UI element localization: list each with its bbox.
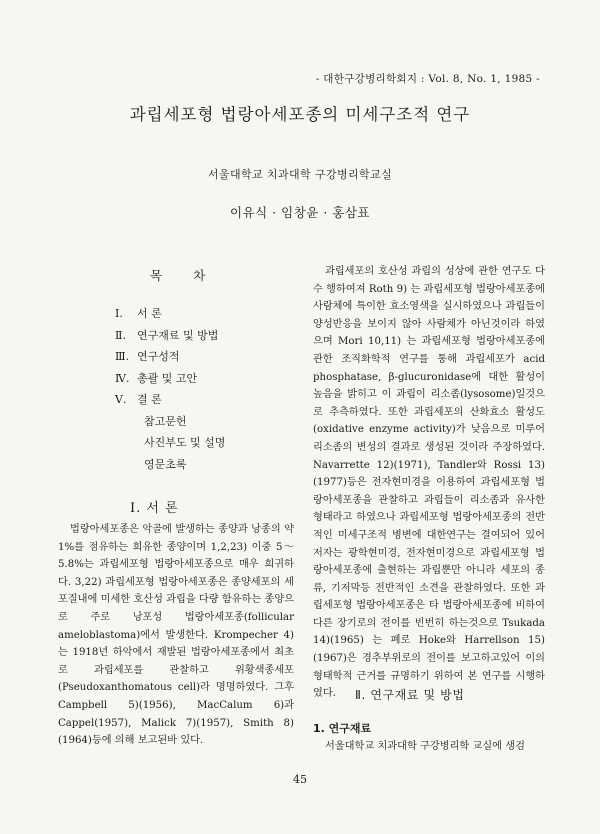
toc-item-label: 결 론 <box>137 393 162 406</box>
methods-subheading: 1. 연구재료 <box>313 722 372 735</box>
toc-item-number: Ⅳ. <box>115 371 130 385</box>
authors: 이유식 · 임창윤 · 홍삼표 <box>229 205 371 220</box>
toc-item-number: Ⅱ. <box>115 328 126 342</box>
toc-item-label: 연구성적 <box>137 350 180 363</box>
article-title: 과립세포형 법랑아세포종의 미세구조적 연구 <box>129 105 471 124</box>
methods-column <box>313 738 545 756</box>
toc-item <box>115 389 295 411</box>
toc-heading <box>150 266 208 284</box>
toc-heading-part-b: 차 <box>193 268 209 283</box>
toc-sub-item: 사진부도 및 설명 <box>144 436 226 449</box>
toc-item-label: 서 론 <box>137 307 162 320</box>
intro-heading: Ⅰ. 서 론 <box>130 501 179 516</box>
intro-column <box>58 521 294 750</box>
toc-item-number: Ⅰ. <box>115 307 123 320</box>
toc-sub-item: 영문초록 <box>144 457 187 471</box>
methods-text: 서울대학교 치과대학 구강병리학 교실에 생검 <box>325 741 525 752</box>
toc-item <box>115 303 295 325</box>
toc-item-label: 총괄 및 고안 <box>137 371 198 385</box>
toc-item <box>115 346 295 368</box>
methods-heading: Ⅱ. 연구재료 및 방법 <box>355 688 465 702</box>
toc-item-number: Ⅴ. <box>115 393 127 406</box>
toc-item <box>115 368 295 390</box>
table-of-contents <box>115 303 295 475</box>
toc-sub-item: 참고문헌 <box>144 414 187 428</box>
page-number: 45 <box>293 773 307 786</box>
toc-item <box>115 325 295 347</box>
toc-heading-part-a: 목 <box>150 268 166 283</box>
journal-header: - 대한구강병리학회지 : Vol. 8, No. 1, 1985 - <box>315 73 540 85</box>
toc-item-label: 연구재료 및 방법 <box>137 328 219 342</box>
affiliation: 서울대학교 치과대학 구강병리학교실 <box>207 168 393 181</box>
right-column <box>313 263 545 703</box>
right-paragraph: 과립세포의 호산성 과립의 성상에 관한 연구도 다수 행하여져 Roth 9) 는 과립세포형 법랑아세포종에 사람체에 특이한 효소영색을 실시하였으나 과립들이 양성반응을 보이지 않아 사람체가 아닌것이라 하였으며 Mori 10,11) 는 과립세포형 법랑아세포종에 관한 조직화학적 연구를 통해 과립세포가 acid phosphatase, β-glucuronidase에 대한 활성이 높음을 밝히고 이 과립이 리소좀(lysosome)일것으로 추측하였다. 또한 과립세포의 산화효소 활성도(oxidative enzyme activity)가 낮음으로 미루어 리소좀의 변성의 결과로 생성된 것이라 주장하였다. Navarrette 12)(1971), Tandler와 Rossi 13)(1977)등은 전자현미경을 이용하여 과립세포형 법랑아세포종을 관찰하고 과립들이 리소좀과 유사한 형태라고 하였으나 과립세포형 법랑아세포종의 전반적인 미세구조적 병변에 대한연구는 결여되어 있어 저자는 광학현미경, 전자현미경으로 과립세포형 법랑아세포종에 출현하는 과립뿐만 아니라 세포의 종류, 기저막등 전반적인 소견을 관찰하였다. 또한 과립세포형 법랑아세포종은 타 법랑아세포종에 비하여 다른 장기로의 전이를 빈번히 하는것으로 Tsukada 14)(1965) 는 폐로 Hoke와 Harrellson 15)(1967)은 경추부위로의 전이를 보고하고있어 이의 형태학적 근거를 규명하기 위하여 본 연구를 시행하였다. <box>313 266 545 700</box>
toc-item-number: Ⅲ. <box>115 350 130 363</box>
intro-paragraph: 법랑아세포종은 악골에 발생하는 종양과 낭종의 약 1%를 점유하는 희유한 종양이며 1,2,23) 이중 5～5.8%는 과립세포형 법랑아세포종으로 매우 희귀하다. 3,22) 과립세포형 법랑아세포종은 종양세포의 세포질내에 미세한 호산성 과립을 다량 함유하는 종양으로 주로 낭포성 법랑아세포종(follicular ameloblastoma)에서 발생한다. Krompecher 4) 는 1918년 하악에서 재발된 법랑아세포종에서 최초로 과립세포를 관찰하고 위황색종세포(Pseudoxanthomatous cell)라 명명하였다. 그후 Campbell 5)(1956), MacCalum 6)과 Cappel(1957), Malick 7)(1957), Smith 8)(1964)등에 의해 보고된바 있다. <box>58 524 294 747</box>
